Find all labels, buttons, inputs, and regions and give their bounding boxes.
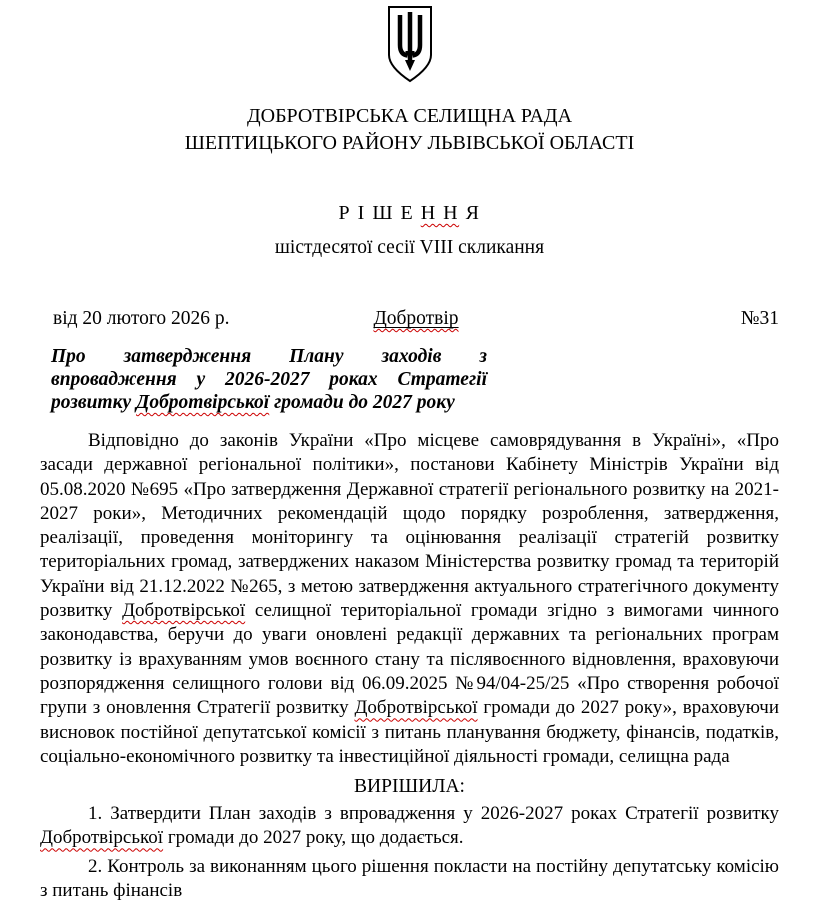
decision-title-line3 xyxy=(51,391,487,414)
document-place-text: Добротвір xyxy=(373,308,459,329)
document-type-heading xyxy=(40,203,779,224)
text-run: громади до 2027 року xyxy=(269,392,455,413)
text-run: Відповідно до законів України «Про місцеве самоврядування в Україні», «Про засади державної регіональної політики», постанови Кабінету Міністрів України від 05.08.2020 №695 «Про затвердження Державної стратегії регіонального розвитку на 2021-2027 роки», Методичних рекомендацій щодо порядку розроблення, затвердження, реалізації, проведення моніторингу та оцінювання реалізації стратегій розвитку територіальних громад, затверджених наказом Міністерства розвитку громад та територій України від 21.12.2022 №265, з метою затвердження актуального стратегічного документу розвитку xyxy=(40,430,779,622)
resolved-heading: ВИРІШИЛА: xyxy=(354,776,465,798)
document-type-text-end: Я xyxy=(459,202,481,224)
decision-title xyxy=(51,345,487,414)
document-place xyxy=(373,308,458,329)
decision-title-line1: Про затвердження Плану заходів з xyxy=(51,346,487,367)
text-run: громади до 2027 року», враховуючи висновок постійної депутатської комісії з питань планування бюджету, фінансів, податків, соціально-економічного розвитку та інвестиційної діяльності громади, селищна рада xyxy=(40,697,779,767)
dateline xyxy=(40,308,779,329)
district-name: ШЕПТИЦЬКОГО РАЙОНУ ЛЬВІВСЬКОЇ ОБЛАСТІ xyxy=(184,132,635,154)
decision-title-line2: впровадження у 2026-2027 роках Стратегії xyxy=(51,369,487,390)
document-date: від 20 лютого 2026 р. xyxy=(53,308,230,329)
coat-of-arms-icon xyxy=(40,5,779,85)
document-type-text-start: Р І Ш Е xyxy=(338,202,421,224)
text-run: селищної територіальної громади згідно з вимогами чинного законодавства, беручи до уваги оновлені редакції державних та регіональних програм розвитку із врахуванням умов воєнного стану та післявоєнного відновлення, враховуючи розпорядження селищного голови від 06.09.2025 №94/04-25/25 «Про створення робочої групи з оновлення Стратегії розвитку xyxy=(40,600,779,719)
document-number: №31 xyxy=(740,308,779,329)
document-type-text-misspell: Н Н xyxy=(420,202,460,224)
misspelled-word: Добротвірської xyxy=(122,600,246,622)
text-run: 2. Контроль за виконанням цього рішення покласти на постійну депутатську комісію з питань фінансів xyxy=(40,855,779,902)
misspelled-word: Добротвірської xyxy=(136,392,270,413)
council-name: ДОБРОТВІРСЬКА СЕЛИЩНА РАДА xyxy=(246,105,573,127)
resolution-item-1 xyxy=(40,802,779,851)
text-run: 1. Затвердити План заходів з впровадження у 2026-2027 роках Стратегії розвитку xyxy=(88,803,779,825)
text-run: розвитку xyxy=(51,392,136,413)
letterhead xyxy=(40,103,779,157)
preamble-paragraph xyxy=(40,429,779,769)
misspelled-word: Добротвірської xyxy=(354,697,478,719)
session-heading: шістдесятої сесії VIII скликання xyxy=(274,237,545,258)
resolution-item-2-clipped xyxy=(40,855,779,904)
text-run: громади до 2027 року, що додається. xyxy=(163,827,464,849)
misspelled-word: Добротвірської xyxy=(40,827,164,849)
